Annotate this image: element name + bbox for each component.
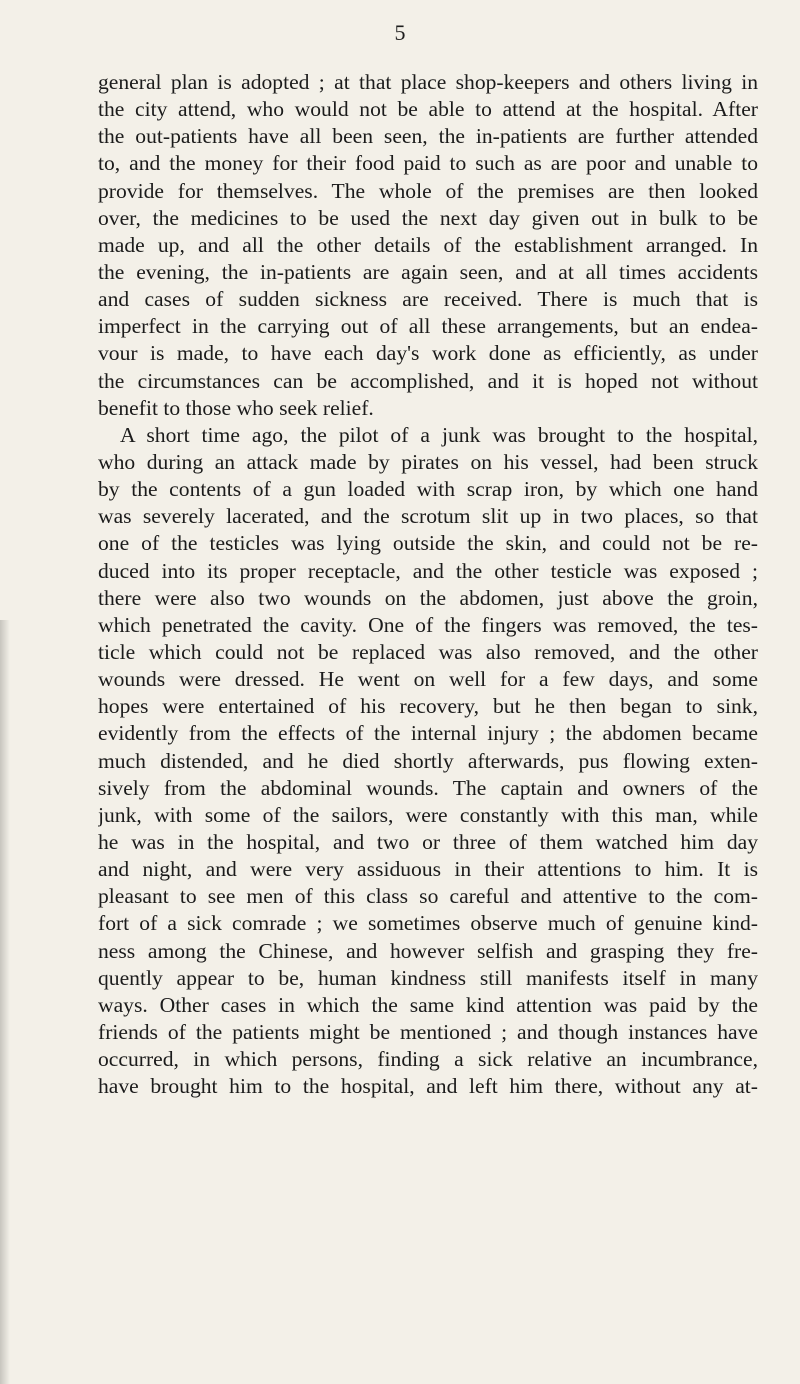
text-line: the out-patients have all been seen, the in-patients are further attended [98,124,758,149]
text-line: junk, with some of the sailors, were constantly with this man, while [98,802,758,827]
page-number: 5 [394,20,406,45]
text-line: pleasant to see men of this class so careful and attentive to the com- [98,884,758,909]
text-line: by the contents of a gun loaded with scrap iron, by which one hand [98,477,758,502]
paragraph-start-line: A short time ago, the pilot of a junk was brought to the hospital, [120,422,758,447]
text-line: ness among the Chinese, and however selfish and grasping they fre- [98,938,758,963]
body-text [98,69,758,1100]
text-line: over, the medicines to be used the next day given out in bulk to be [98,205,758,230]
text-line: who during an attack made by pirates on his vessel, had been struck [98,449,758,474]
text-line: the circumstances can be accomplished, and it is hoped not without [98,368,758,393]
text-line: the city attend, who would not be able to attend at the hospital. After [98,97,758,122]
text-line: much distended, and he died shortly afterwards, pus flowing exten- [98,748,758,773]
text-line: imperfect in the carrying out of all these arrangements, but an endea- [98,314,758,339]
text-line: evidently from the effects of the internal injury ; the abdomen became [98,721,758,746]
text-line: one of the testicles was lying outside the skin, and could not be re- [98,531,758,556]
page-edge-shadow [0,620,10,1384]
text-line: he was in the hospital, and two or three of them watched him day [98,829,758,854]
text-line: and cases of sudden sickness are received. There is much that is [98,287,758,312]
text-line: occurred, in which persons, finding a sick relative an incumbrance, [98,1047,758,1072]
text-line: friends of the patients might be mentioned ; and though instances have [98,1019,758,1044]
text-line: general plan is adopted ; at that place shop-keepers and others living in [98,70,758,94]
text-line: fort of a sick comrade ; we sometimes observe much of genuine kind- [98,911,758,936]
text-line: made up, and all the other details of the establishment arranged. In [98,232,758,257]
text-line: to, and the money for their food paid to such as are poor and unable to [98,151,758,176]
text-line: sively from the abdominal wounds. The captain and owners of the [98,775,758,800]
text-line: duced into its proper receptacle, and the other testicle was exposed ; [98,558,758,583]
text-line: the evening, the in-patients are again seen, and at all times accidents [98,259,758,284]
text-line: ticle which could not be replaced was also removed, and the other [98,639,758,664]
text-line: and night, and were very assiduous in their attentions to him. It is [98,857,758,882]
text-line: have brought him to the hospital, and left him there, without any at- [98,1074,758,1099]
text-line: there were also two wounds on the abdomen, just above the groin, [98,585,758,610]
text-line: which penetrated the cavity. One of the fingers was removed, the tes- [98,612,758,637]
text-line: wounds were dressed. He went on well for a few days, and some [98,667,758,692]
text-line: ways. Other cases in which the same kind attention was paid by the [98,992,758,1017]
text-line: vour is made, to have each day's work done as efficiently, as under [98,341,758,366]
text-line: was severely lacerated, and the scrotum slit up in two places, so that [98,504,758,529]
text-line: hopes were entertained of his recovery, but he then began to sink, [98,694,758,719]
paragraph-end-line: benefit to those who seek relief. [98,395,374,420]
text-line: provide for themselves. The whole of the premises are then looked [98,178,758,203]
text-line: quently appear to be, human kindness still manifests itself in many [98,965,758,990]
